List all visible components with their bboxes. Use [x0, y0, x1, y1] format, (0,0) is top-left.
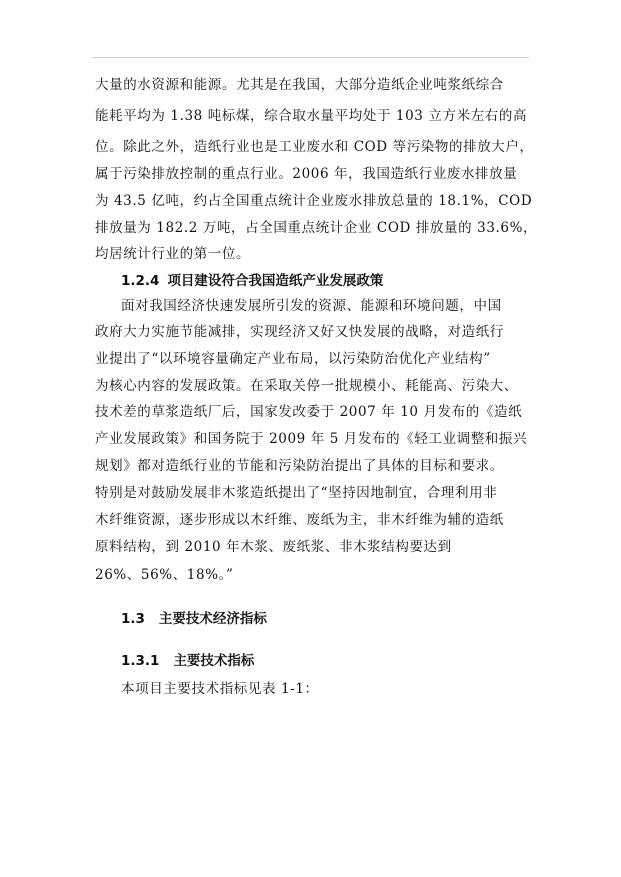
header-rule: [92, 57, 529, 58]
text-line: 位。除此之外，造纸行业也是工业废水和 COD 等污染物的排放大户，: [95, 139, 534, 155]
text-line: 26%、56%、18%。”: [95, 567, 234, 583]
text-line: 面对我国经济快速发展所引发的资源、能源和环境问题，中国: [121, 298, 502, 314]
text-line: 业提出了“以环境容量确定产业布局，以污染防治优化产业结构”: [95, 351, 491, 367]
section-title: 主要技术经济指标: [158, 611, 267, 627]
text-line: 技术差的草浆造纸厂后，国家发改委于 2007 年 10 月发布的《造纸: [95, 404, 523, 420]
text-line: 产业发展政策》和国务院于 2009 年 5 月发布的《轻工业调整和振兴: [95, 431, 528, 447]
text-line: 本项目主要技术指标见表 1-1：: [121, 681, 319, 697]
text-line: 规划》都对造纸行业的节能和污染防治提出了具体的目标和要求。: [95, 458, 504, 474]
text-line: 为核心内容的发展政策。在采取关停一批规模小、耗能高、污染大、: [95, 378, 518, 394]
text-line: 为 43.5 亿吨，约占全国重点统计企业废水排放总量的 18.1%，COD: [95, 193, 533, 209]
text-line: 原料结构，到 2010 年木浆、废纸浆、非木浆结构要达到: [95, 539, 452, 555]
section-heading-1-3: [121, 609, 267, 629]
section-title: 主要技术指标: [173, 653, 255, 669]
text-line: 排放量为 182.2 万吨，占全国重点统计企业 COD 排放量的 33.6%，: [95, 220, 538, 236]
section-title: 项目建设符合我国造纸产业发展政策: [167, 273, 384, 289]
section-number: 1.3: [121, 611, 145, 627]
text-line: 特别是对鼓励发展非木浆造纸提出了“坚持因地制宜，合理利用非: [95, 485, 498, 501]
text-line: 政府大力实施节能减排，实现经济又好又快发展的战略，对造纸行: [95, 324, 504, 340]
text-line: 属于污染排放控制的重点行业。2006 年，我国造纸行业废水排放量: [95, 166, 518, 182]
text-line: 均居统计行业的第一位。: [95, 246, 251, 262]
text-line: 能耗平均为 1.38 吨标煤，综合取水量平均处于 103 立方米左右的高: [95, 108, 528, 124]
section-number: 1.3.1: [121, 653, 160, 669]
text-line: 大量的水资源和能源。尤其是在我国，大部分造纸企业吨浆纸综合: [95, 77, 504, 93]
section-heading-1-3-1: [121, 651, 254, 671]
section-number: 1.2.4: [121, 273, 160, 289]
section-heading-1-2-4: [121, 271, 383, 291]
text-line: 木纤维资源，逐步形成以木纤维、废纸为主，非木纤维为辅的造纸: [95, 512, 504, 528]
